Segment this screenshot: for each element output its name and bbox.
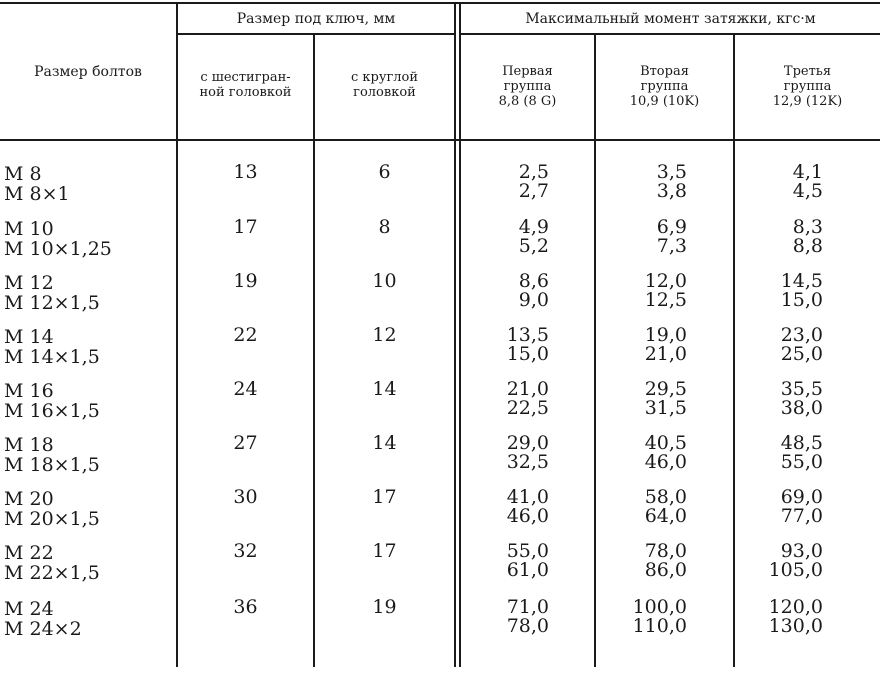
torque-g1-main: 29,0 [506,432,549,454]
bolt-size-main: М 18 [4,434,54,456]
round-key-size: 17 [372,486,397,508]
torque-g3-fine: 105,0 [768,559,823,581]
top-rule [0,2,880,4]
torque-g2-fine: 86,0 [644,559,687,581]
torque-g1-fine: 32,5 [506,451,549,473]
torque-g1-fine: 5,2 [518,235,549,257]
bolt-size-fine: М 20×1,5 [4,508,100,530]
torque-g2-fine: 3,8 [656,180,687,202]
torque-g2-fine: 31,5 [644,397,687,419]
torque-g2-main: 40,5 [644,432,687,454]
bolt-size-main: М 8 [4,163,42,185]
torque-g3-fine: 4,5 [792,180,823,202]
torque-g2-main: 58,0 [644,486,687,508]
torque-g1-main: 71,0 [506,596,549,618]
torque-g3-fine: 55,0 [780,451,823,473]
hex-key-size: 36 [233,596,258,618]
header-bottom-rule [0,139,880,141]
torque-g3-main: 4,1 [792,161,823,183]
torque-g1-fine: 2,7 [518,180,549,202]
header-bolt-size: Размер болтов [34,64,142,80]
torque-g2-main: 29,5 [644,378,687,400]
bolt-size-main: М 20 [4,488,54,510]
torque-g1-main: 21,0 [506,378,549,400]
hex-key-size: 17 [233,216,258,238]
round-key-size: 14 [372,378,397,400]
torque-g1-main: 55,0 [506,540,549,562]
torque-g3-main: 23,0 [780,324,823,346]
bolt-size-fine: М 14×1,5 [4,346,100,368]
torque-g2-fine: 7,3 [656,235,687,257]
bolt-size-main: М 24 [4,598,54,620]
header-group-3: Третья группа 12,9 (12K) [772,64,843,109]
bolt-size-fine: М 22×1,5 [4,562,100,584]
col-divider-hex [313,33,315,667]
header-max-torque: Максимальный момент затяжки, кгс·м [525,11,816,27]
torque-g1-main: 41,0 [506,486,549,508]
round-key-size: 12 [372,324,397,346]
torque-g2-main: 100,0 [632,596,687,618]
torque-g3-main: 48,5 [780,432,823,454]
bolt-size-fine: М 18×1,5 [4,454,100,476]
torque-g1-main: 2,5 [518,161,549,183]
torque-g1-fine: 78,0 [506,615,549,637]
round-key-size: 17 [372,540,397,562]
torque-g2-main: 12,0 [644,270,687,292]
torque-g2-fine: 110,0 [632,615,687,637]
torque-g3-main: 93,0 [780,540,823,562]
bolt-size-fine: М 16×1,5 [4,400,100,422]
hex-key-size: 30 [233,486,258,508]
torque-g3-fine: 25,0 [780,343,823,365]
header-round-head: с круглой головкой [350,70,419,100]
header-group-1: Первая группа 8,8 (8 G) [498,64,557,109]
torque-g1-main: 8,6 [518,270,549,292]
torque-g2-main: 3,5 [656,161,687,183]
torque-g1-fine: 15,0 [506,343,549,365]
header-hex-head: с шестигран- ной головкой [199,70,292,100]
torque-g3-main: 14,5 [780,270,823,292]
bolt-size-fine: М 24×2 [4,618,82,640]
torque-g3-main: 69,0 [780,486,823,508]
bolt-size-fine: М 12×1,5 [4,292,100,314]
torque-g2-main: 6,9 [656,216,687,238]
torque-g3-fine: 15,0 [780,289,823,311]
torque-g3-main: 35,5 [780,378,823,400]
round-key-size: 10 [372,270,397,292]
round-key-size: 6 [378,161,391,183]
torque-g2-fine: 64,0 [644,505,687,527]
header-sub-rule-left [178,33,454,35]
hex-key-size: 13 [233,161,258,183]
torque-g1-main: 4,9 [518,216,549,238]
torque-g3-main: 8,3 [792,216,823,238]
header-group-2: Вторая группа 10,9 (10K) [629,64,700,109]
header-key-size: Размер под ключ, мм [236,11,396,27]
torque-g1-fine: 22,5 [506,397,549,419]
torque-g2-fine: 46,0 [644,451,687,473]
hex-key-size: 22 [233,324,258,346]
torque-g3-main: 120,0 [768,596,823,618]
bolt-size-main: М 14 [4,326,54,348]
torque-g1-fine: 9,0 [518,289,549,311]
torque-g1-fine: 61,0 [506,559,549,581]
bolt-size-main: М 16 [4,380,54,402]
torque-g1-main: 13,5 [506,324,549,346]
bolt-size-main: М 12 [4,272,54,294]
hex-key-size: 27 [233,432,258,454]
torque-g3-fine: 77,0 [780,505,823,527]
bolt-size-main: М 22 [4,542,54,564]
header-sub-rule-right [459,33,880,35]
torque-g2-fine: 12,5 [644,289,687,311]
torque-g2-main: 78,0 [644,540,687,562]
torque-g1-fine: 46,0 [506,505,549,527]
torque-g2-fine: 21,0 [644,343,687,365]
torque-g3-fine: 38,0 [780,397,823,419]
bolt-size-main: М 10 [4,218,54,240]
hex-key-size: 24 [233,378,258,400]
bolt-size-fine: М 8×1 [4,183,70,205]
bolt-size-fine: М 10×1,25 [4,238,112,260]
round-key-size: 8 [378,216,391,238]
torque-g3-fine: 130,0 [768,615,823,637]
round-key-size: 14 [372,432,397,454]
round-key-size: 19 [372,596,397,618]
hex-key-size: 19 [233,270,258,292]
col-divider-key-double-a [454,2,456,667]
hex-key-size: 32 [233,540,258,562]
torque-g2-main: 19,0 [644,324,687,346]
torque-g3-fine: 8,8 [792,235,823,257]
